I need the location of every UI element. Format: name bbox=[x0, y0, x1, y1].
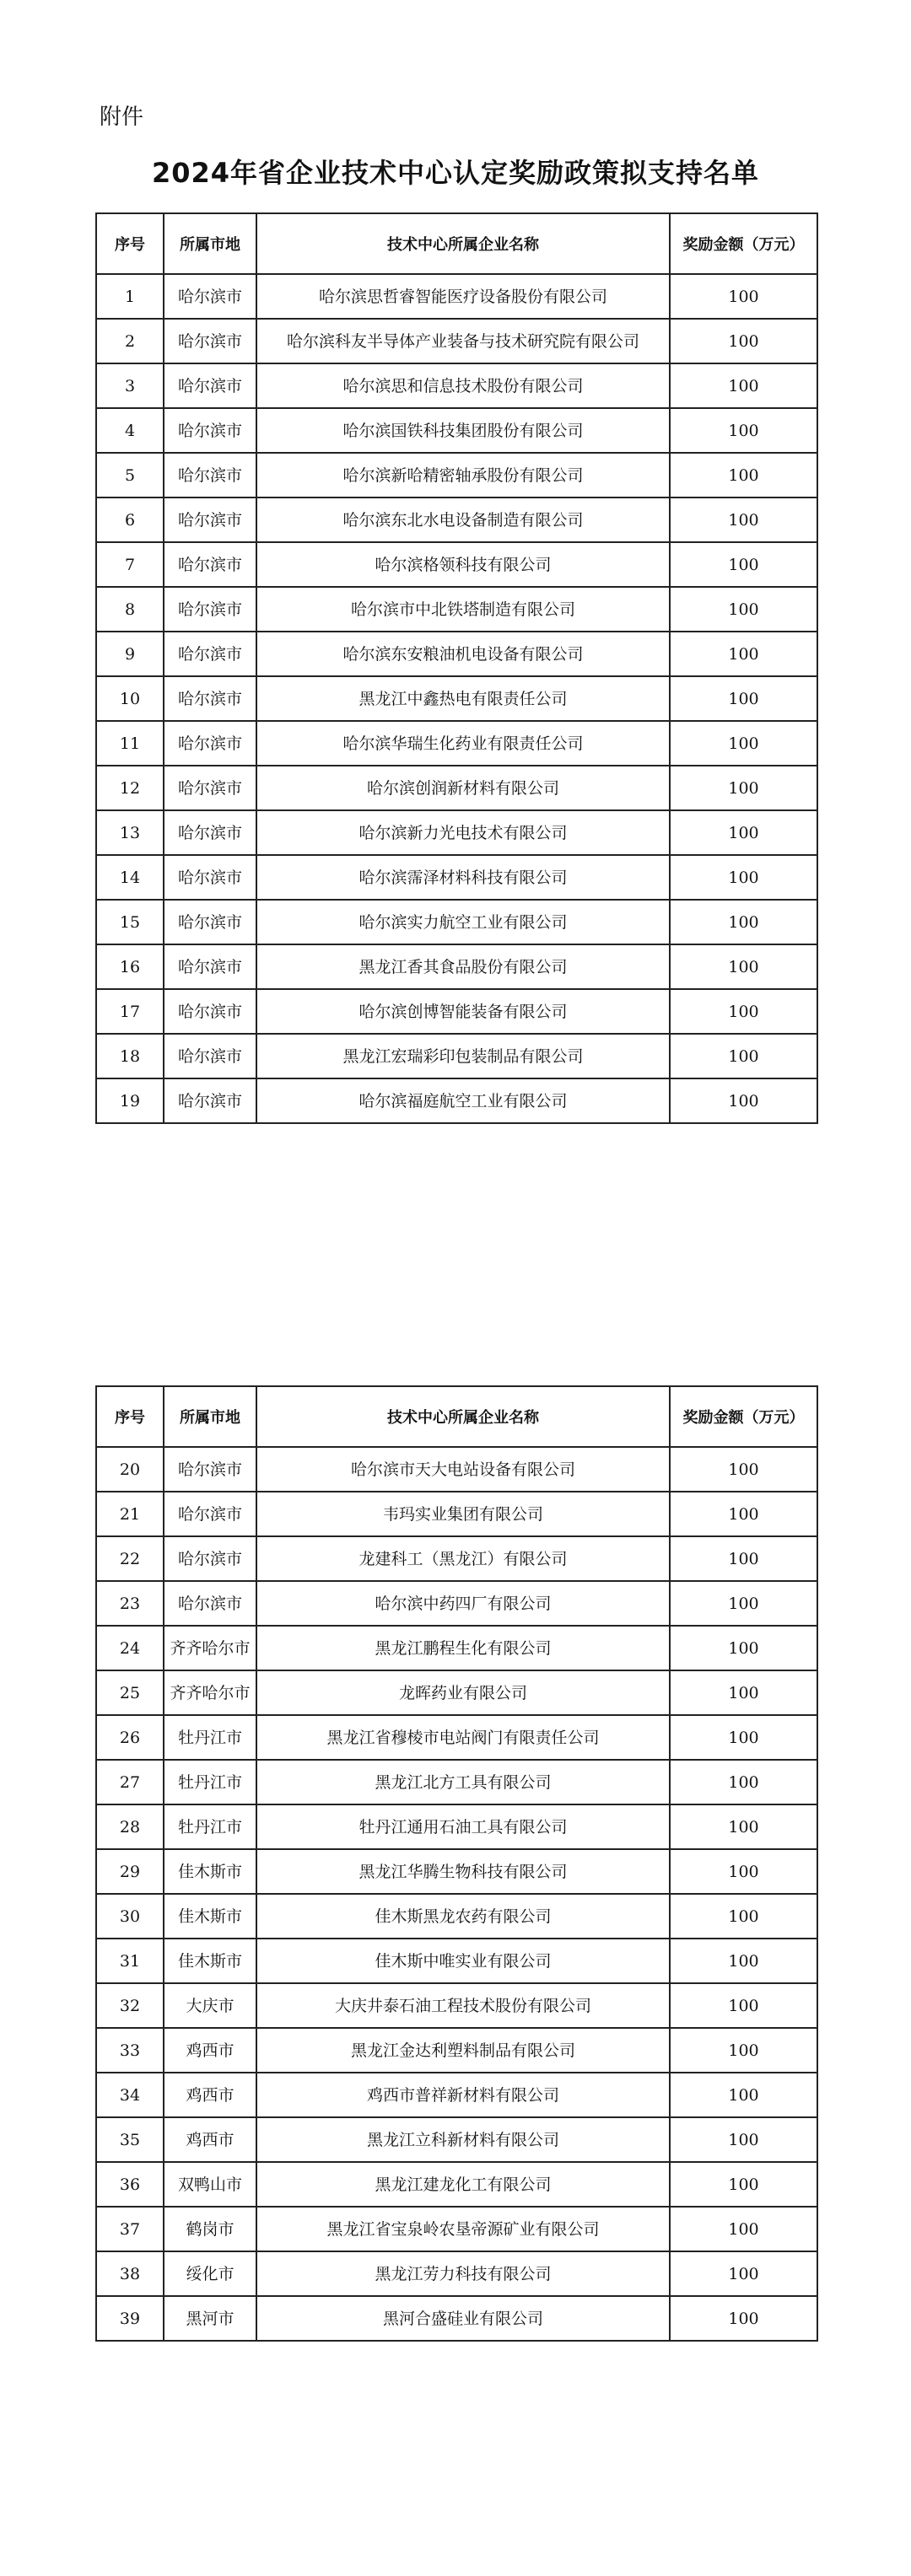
cell-amount: 100 bbox=[670, 1804, 817, 1849]
cell-number: 2 bbox=[96, 319, 164, 363]
header-amount: 奖励金额（万元） bbox=[670, 213, 817, 274]
cell-number: 33 bbox=[96, 2028, 164, 2073]
cell-city: 牡丹江市 bbox=[164, 1715, 256, 1760]
cell-company: 韦玛实业集团有限公司 bbox=[256, 1492, 670, 1536]
cell-company: 黑龙江宏瑞彩印包装制品有限公司 bbox=[256, 1034, 670, 1078]
cell-amount: 100 bbox=[670, 766, 817, 810]
table-row bbox=[96, 497, 817, 542]
cell-amount: 100 bbox=[670, 2251, 817, 2296]
table-row bbox=[96, 900, 817, 944]
cell-company: 大庆井泰石油工程技术股份有限公司 bbox=[256, 1983, 670, 2028]
cell-number: 31 bbox=[96, 1939, 164, 1983]
cell-number: 35 bbox=[96, 2117, 164, 2162]
table-row bbox=[96, 1626, 817, 1670]
cell-company: 哈尔滨市天大电站设备有限公司 bbox=[256, 1447, 670, 1492]
table-header-row bbox=[96, 213, 817, 274]
cell-company: 鸡西市普祥新材料有限公司 bbox=[256, 2073, 670, 2117]
table-row bbox=[96, 274, 817, 319]
cell-company: 哈尔滨新力光电技术有限公司 bbox=[256, 810, 670, 855]
cell-city: 绥化市 bbox=[164, 2251, 256, 2296]
table-row bbox=[96, 632, 817, 676]
cell-city: 佳木斯市 bbox=[164, 1939, 256, 1983]
table-row bbox=[96, 319, 817, 363]
table-row bbox=[96, 1939, 817, 1983]
table-row bbox=[96, 944, 817, 989]
cell-amount: 100 bbox=[670, 274, 817, 319]
cell-amount: 100 bbox=[670, 2296, 817, 2341]
header-number: 序号 bbox=[96, 1386, 164, 1447]
cell-amount: 100 bbox=[670, 1581, 817, 1626]
cell-city: 哈尔滨市 bbox=[164, 944, 256, 989]
cell-city: 哈尔滨市 bbox=[164, 408, 256, 453]
header-company: 技术中心所属企业名称 bbox=[256, 1386, 670, 1447]
table-row bbox=[96, 1849, 817, 1894]
cell-number: 3 bbox=[96, 363, 164, 408]
cell-number: 25 bbox=[96, 1670, 164, 1715]
cell-company: 哈尔滨新哈精密轴承股份有限公司 bbox=[256, 453, 670, 497]
cell-amount: 100 bbox=[670, 2117, 817, 2162]
cell-number: 16 bbox=[96, 944, 164, 989]
table-row bbox=[96, 2073, 817, 2117]
header-city: 所属市地 bbox=[164, 213, 256, 274]
cell-city: 双鸭山市 bbox=[164, 2162, 256, 2207]
header-number: 序号 bbox=[96, 213, 164, 274]
cell-number: 38 bbox=[96, 2251, 164, 2296]
cell-number: 37 bbox=[96, 2207, 164, 2251]
cell-number: 7 bbox=[96, 542, 164, 587]
table-row bbox=[96, 1670, 817, 1715]
cell-company: 黑龙江华腾生物科技有限公司 bbox=[256, 1849, 670, 1894]
cell-city: 哈尔滨市 bbox=[164, 1447, 256, 1492]
cell-number: 9 bbox=[96, 632, 164, 676]
table-row bbox=[96, 1078, 817, 1123]
cell-city: 佳木斯市 bbox=[164, 1894, 256, 1939]
cell-company: 黑龙江建龙化工有限公司 bbox=[256, 2162, 670, 2207]
cell-amount: 100 bbox=[670, 2073, 817, 2117]
table-row bbox=[96, 1536, 817, 1581]
cell-company: 黑龙江香其食品股份有限公司 bbox=[256, 944, 670, 989]
cell-number: 32 bbox=[96, 1983, 164, 2028]
table-row bbox=[96, 2028, 817, 2073]
cell-number: 15 bbox=[96, 900, 164, 944]
table-row bbox=[96, 1034, 817, 1078]
cell-city: 齐齐哈尔市 bbox=[164, 1670, 256, 1715]
cell-company: 哈尔滨思哲睿智能医疗设备股份有限公司 bbox=[256, 274, 670, 319]
cell-amount: 100 bbox=[670, 855, 817, 900]
cell-company: 黑河合盛硅业有限公司 bbox=[256, 2296, 670, 2341]
cell-amount: 100 bbox=[670, 1492, 817, 1536]
cell-city: 鸡西市 bbox=[164, 2028, 256, 2073]
cell-number: 14 bbox=[96, 855, 164, 900]
cell-city: 哈尔滨市 bbox=[164, 632, 256, 676]
table-row bbox=[96, 1581, 817, 1626]
table-row bbox=[96, 2251, 817, 2296]
cell-city: 哈尔滨市 bbox=[164, 542, 256, 587]
cell-number: 13 bbox=[96, 810, 164, 855]
cell-amount: 100 bbox=[670, 2028, 817, 2073]
cell-company: 黑龙江中鑫热电有限责任公司 bbox=[256, 676, 670, 721]
cell-city: 哈尔滨市 bbox=[164, 766, 256, 810]
cell-company: 哈尔滨格领科技有限公司 bbox=[256, 542, 670, 587]
table-row bbox=[96, 1804, 817, 1849]
cell-number: 28 bbox=[96, 1804, 164, 1849]
cell-number: 39 bbox=[96, 2296, 164, 2341]
cell-amount: 100 bbox=[670, 1447, 817, 1492]
header-city: 所属市地 bbox=[164, 1386, 256, 1447]
cell-number: 27 bbox=[96, 1760, 164, 1804]
cell-company: 哈尔滨创博智能装备有限公司 bbox=[256, 989, 670, 1034]
cell-company: 黑龙江北方工具有限公司 bbox=[256, 1760, 670, 1804]
cell-amount: 100 bbox=[670, 944, 817, 989]
cell-company: 龙晖药业有限公司 bbox=[256, 1670, 670, 1715]
cell-amount: 100 bbox=[670, 587, 817, 632]
cell-amount: 100 bbox=[670, 2207, 817, 2251]
cell-company: 牡丹江通用石油工具有限公司 bbox=[256, 1804, 670, 1849]
cell-company: 哈尔滨科友半导体产业装备与技术研究院有限公司 bbox=[256, 319, 670, 363]
table-row bbox=[96, 1983, 817, 2028]
table-row bbox=[96, 766, 817, 810]
cell-city: 哈尔滨市 bbox=[164, 1034, 256, 1078]
cell-city: 鸡西市 bbox=[164, 2073, 256, 2117]
cell-city: 黑河市 bbox=[164, 2296, 256, 2341]
cell-company: 哈尔滨霈泽材料科技有限公司 bbox=[256, 855, 670, 900]
cell-city: 哈尔滨市 bbox=[164, 676, 256, 721]
cell-number: 12 bbox=[96, 766, 164, 810]
cell-company: 哈尔滨思和信息技术股份有限公司 bbox=[256, 363, 670, 408]
table-row bbox=[96, 363, 817, 408]
table-header-row bbox=[96, 1386, 817, 1447]
cell-company: 哈尔滨国铁科技集团股份有限公司 bbox=[256, 408, 670, 453]
cell-amount: 100 bbox=[670, 1626, 817, 1670]
cell-city: 齐齐哈尔市 bbox=[164, 1626, 256, 1670]
cell-amount: 100 bbox=[670, 1939, 817, 1983]
cell-company: 哈尔滨中药四厂有限公司 bbox=[256, 1581, 670, 1626]
cell-number: 24 bbox=[96, 1626, 164, 1670]
header-amount: 奖励金额（万元） bbox=[670, 1386, 817, 1447]
cell-amount: 100 bbox=[670, 453, 817, 497]
cell-number: 18 bbox=[96, 1034, 164, 1078]
table-row bbox=[96, 1894, 817, 1939]
cell-city: 哈尔滨市 bbox=[164, 1492, 256, 1536]
cell-company: 黑龙江省穆棱市电站阀门有限责任公司 bbox=[256, 1715, 670, 1760]
cell-city: 哈尔滨市 bbox=[164, 274, 256, 319]
cell-city: 佳木斯市 bbox=[164, 1849, 256, 1894]
cell-amount: 100 bbox=[670, 810, 817, 855]
cell-company: 黑龙江鹏程生化有限公司 bbox=[256, 1626, 670, 1670]
table-row bbox=[96, 2296, 817, 2341]
cell-city: 哈尔滨市 bbox=[164, 453, 256, 497]
table-row bbox=[96, 855, 817, 900]
cell-company: 龙建科工（黑龙江）有限公司 bbox=[256, 1536, 670, 1581]
cell-number: 34 bbox=[96, 2073, 164, 2117]
cell-amount: 100 bbox=[670, 632, 817, 676]
table-row bbox=[96, 1760, 817, 1804]
cell-amount: 100 bbox=[670, 1034, 817, 1078]
cell-number: 21 bbox=[96, 1492, 164, 1536]
cell-amount: 100 bbox=[670, 1715, 817, 1760]
table-row bbox=[96, 721, 817, 766]
cell-number: 17 bbox=[96, 989, 164, 1034]
attachment-label: 附件 bbox=[100, 105, 144, 130]
cell-company: 黑龙江立科新材料有限公司 bbox=[256, 2117, 670, 2162]
cell-amount: 100 bbox=[670, 408, 817, 453]
cell-city: 哈尔滨市 bbox=[164, 1536, 256, 1581]
cell-city: 哈尔滨市 bbox=[164, 900, 256, 944]
cell-city: 哈尔滨市 bbox=[164, 855, 256, 900]
table-row bbox=[96, 587, 817, 632]
table-row bbox=[96, 542, 817, 587]
cell-amount: 100 bbox=[670, 676, 817, 721]
cell-amount: 100 bbox=[670, 497, 817, 542]
cell-city: 哈尔滨市 bbox=[164, 721, 256, 766]
cell-amount: 100 bbox=[670, 1078, 817, 1123]
cell-city: 哈尔滨市 bbox=[164, 1581, 256, 1626]
table-body bbox=[96, 274, 817, 1123]
table-row bbox=[96, 2162, 817, 2207]
cell-city: 哈尔滨市 bbox=[164, 497, 256, 542]
table-row bbox=[96, 1715, 817, 1760]
table-row bbox=[96, 989, 817, 1034]
cell-company: 黑龙江金达利塑料制品有限公司 bbox=[256, 2028, 670, 2073]
cell-number: 26 bbox=[96, 1715, 164, 1760]
cell-amount: 100 bbox=[670, 900, 817, 944]
cell-number: 29 bbox=[96, 1849, 164, 1894]
cell-city: 牡丹江市 bbox=[164, 1760, 256, 1804]
cell-city: 哈尔滨市 bbox=[164, 810, 256, 855]
cell-number: 30 bbox=[96, 1894, 164, 1939]
cell-amount: 100 bbox=[670, 363, 817, 408]
cell-number: 19 bbox=[96, 1078, 164, 1123]
cell-amount: 100 bbox=[670, 2162, 817, 2207]
cell-company: 哈尔滨福庭航空工业有限公司 bbox=[256, 1078, 670, 1123]
document-title: 2024年省企业技术中心认定奖励政策拟支持名单 bbox=[151, 157, 760, 189]
header-company: 技术中心所属企业名称 bbox=[256, 213, 670, 274]
cell-city: 哈尔滨市 bbox=[164, 587, 256, 632]
cell-city: 牡丹江市 bbox=[164, 1804, 256, 1849]
cell-number: 6 bbox=[96, 497, 164, 542]
table-row bbox=[96, 1447, 817, 1492]
cell-company: 佳木斯黑龙农药有限公司 bbox=[256, 1894, 670, 1939]
cell-company: 佳木斯中唯实业有限公司 bbox=[256, 1939, 670, 1983]
cell-number: 8 bbox=[96, 587, 164, 632]
cell-city: 鸡西市 bbox=[164, 2117, 256, 2162]
cell-number: 36 bbox=[96, 2162, 164, 2207]
cell-company: 黑龙江省宝泉岭农垦帝源矿业有限公司 bbox=[256, 2207, 670, 2251]
table-row bbox=[96, 453, 817, 497]
table-row bbox=[96, 810, 817, 855]
cell-company: 黑龙江劳力科技有限公司 bbox=[256, 2251, 670, 2296]
cell-company: 哈尔滨华瑞生化药业有限责任公司 bbox=[256, 721, 670, 766]
cell-company: 哈尔滨东北水电设备制造有限公司 bbox=[256, 497, 670, 542]
table-row bbox=[96, 1492, 817, 1536]
table-row bbox=[96, 676, 817, 721]
cell-amount: 100 bbox=[670, 542, 817, 587]
cell-number: 1 bbox=[96, 274, 164, 319]
cell-number: 20 bbox=[96, 1447, 164, 1492]
cell-city: 哈尔滨市 bbox=[164, 363, 256, 408]
cell-city: 鹤岗市 bbox=[164, 2207, 256, 2251]
table-body bbox=[96, 1447, 817, 2341]
table-row bbox=[96, 2207, 817, 2251]
cell-company: 哈尔滨实力航空工业有限公司 bbox=[256, 900, 670, 944]
cell-amount: 100 bbox=[670, 1849, 817, 1894]
cell-amount: 100 bbox=[670, 1536, 817, 1581]
cell-amount: 100 bbox=[670, 319, 817, 363]
table-row bbox=[96, 2117, 817, 2162]
cell-company: 哈尔滨创润新材料有限公司 bbox=[256, 766, 670, 810]
cell-city: 大庆市 bbox=[164, 1983, 256, 2028]
cell-number: 22 bbox=[96, 1536, 164, 1581]
cell-company: 哈尔滨东安粮油机电设备有限公司 bbox=[256, 632, 670, 676]
table-row bbox=[96, 408, 817, 453]
cell-amount: 100 bbox=[670, 1894, 817, 1939]
cell-number: 10 bbox=[96, 676, 164, 721]
cell-city: 哈尔滨市 bbox=[164, 989, 256, 1034]
cell-amount: 100 bbox=[670, 721, 817, 766]
cell-number: 11 bbox=[96, 721, 164, 766]
award-table-page-2 bbox=[95, 1385, 818, 2342]
cell-amount: 100 bbox=[670, 989, 817, 1034]
cell-amount: 100 bbox=[670, 1983, 817, 2028]
award-table-page-1 bbox=[95, 212, 818, 1124]
cell-amount: 100 bbox=[670, 1670, 817, 1715]
cell-company: 哈尔滨市中北铁塔制造有限公司 bbox=[256, 587, 670, 632]
cell-amount: 100 bbox=[670, 1760, 817, 1804]
cell-number: 5 bbox=[96, 453, 164, 497]
cell-city: 哈尔滨市 bbox=[164, 319, 256, 363]
cell-city: 哈尔滨市 bbox=[164, 1078, 256, 1123]
cell-number: 4 bbox=[96, 408, 164, 453]
cell-number: 23 bbox=[96, 1581, 164, 1626]
